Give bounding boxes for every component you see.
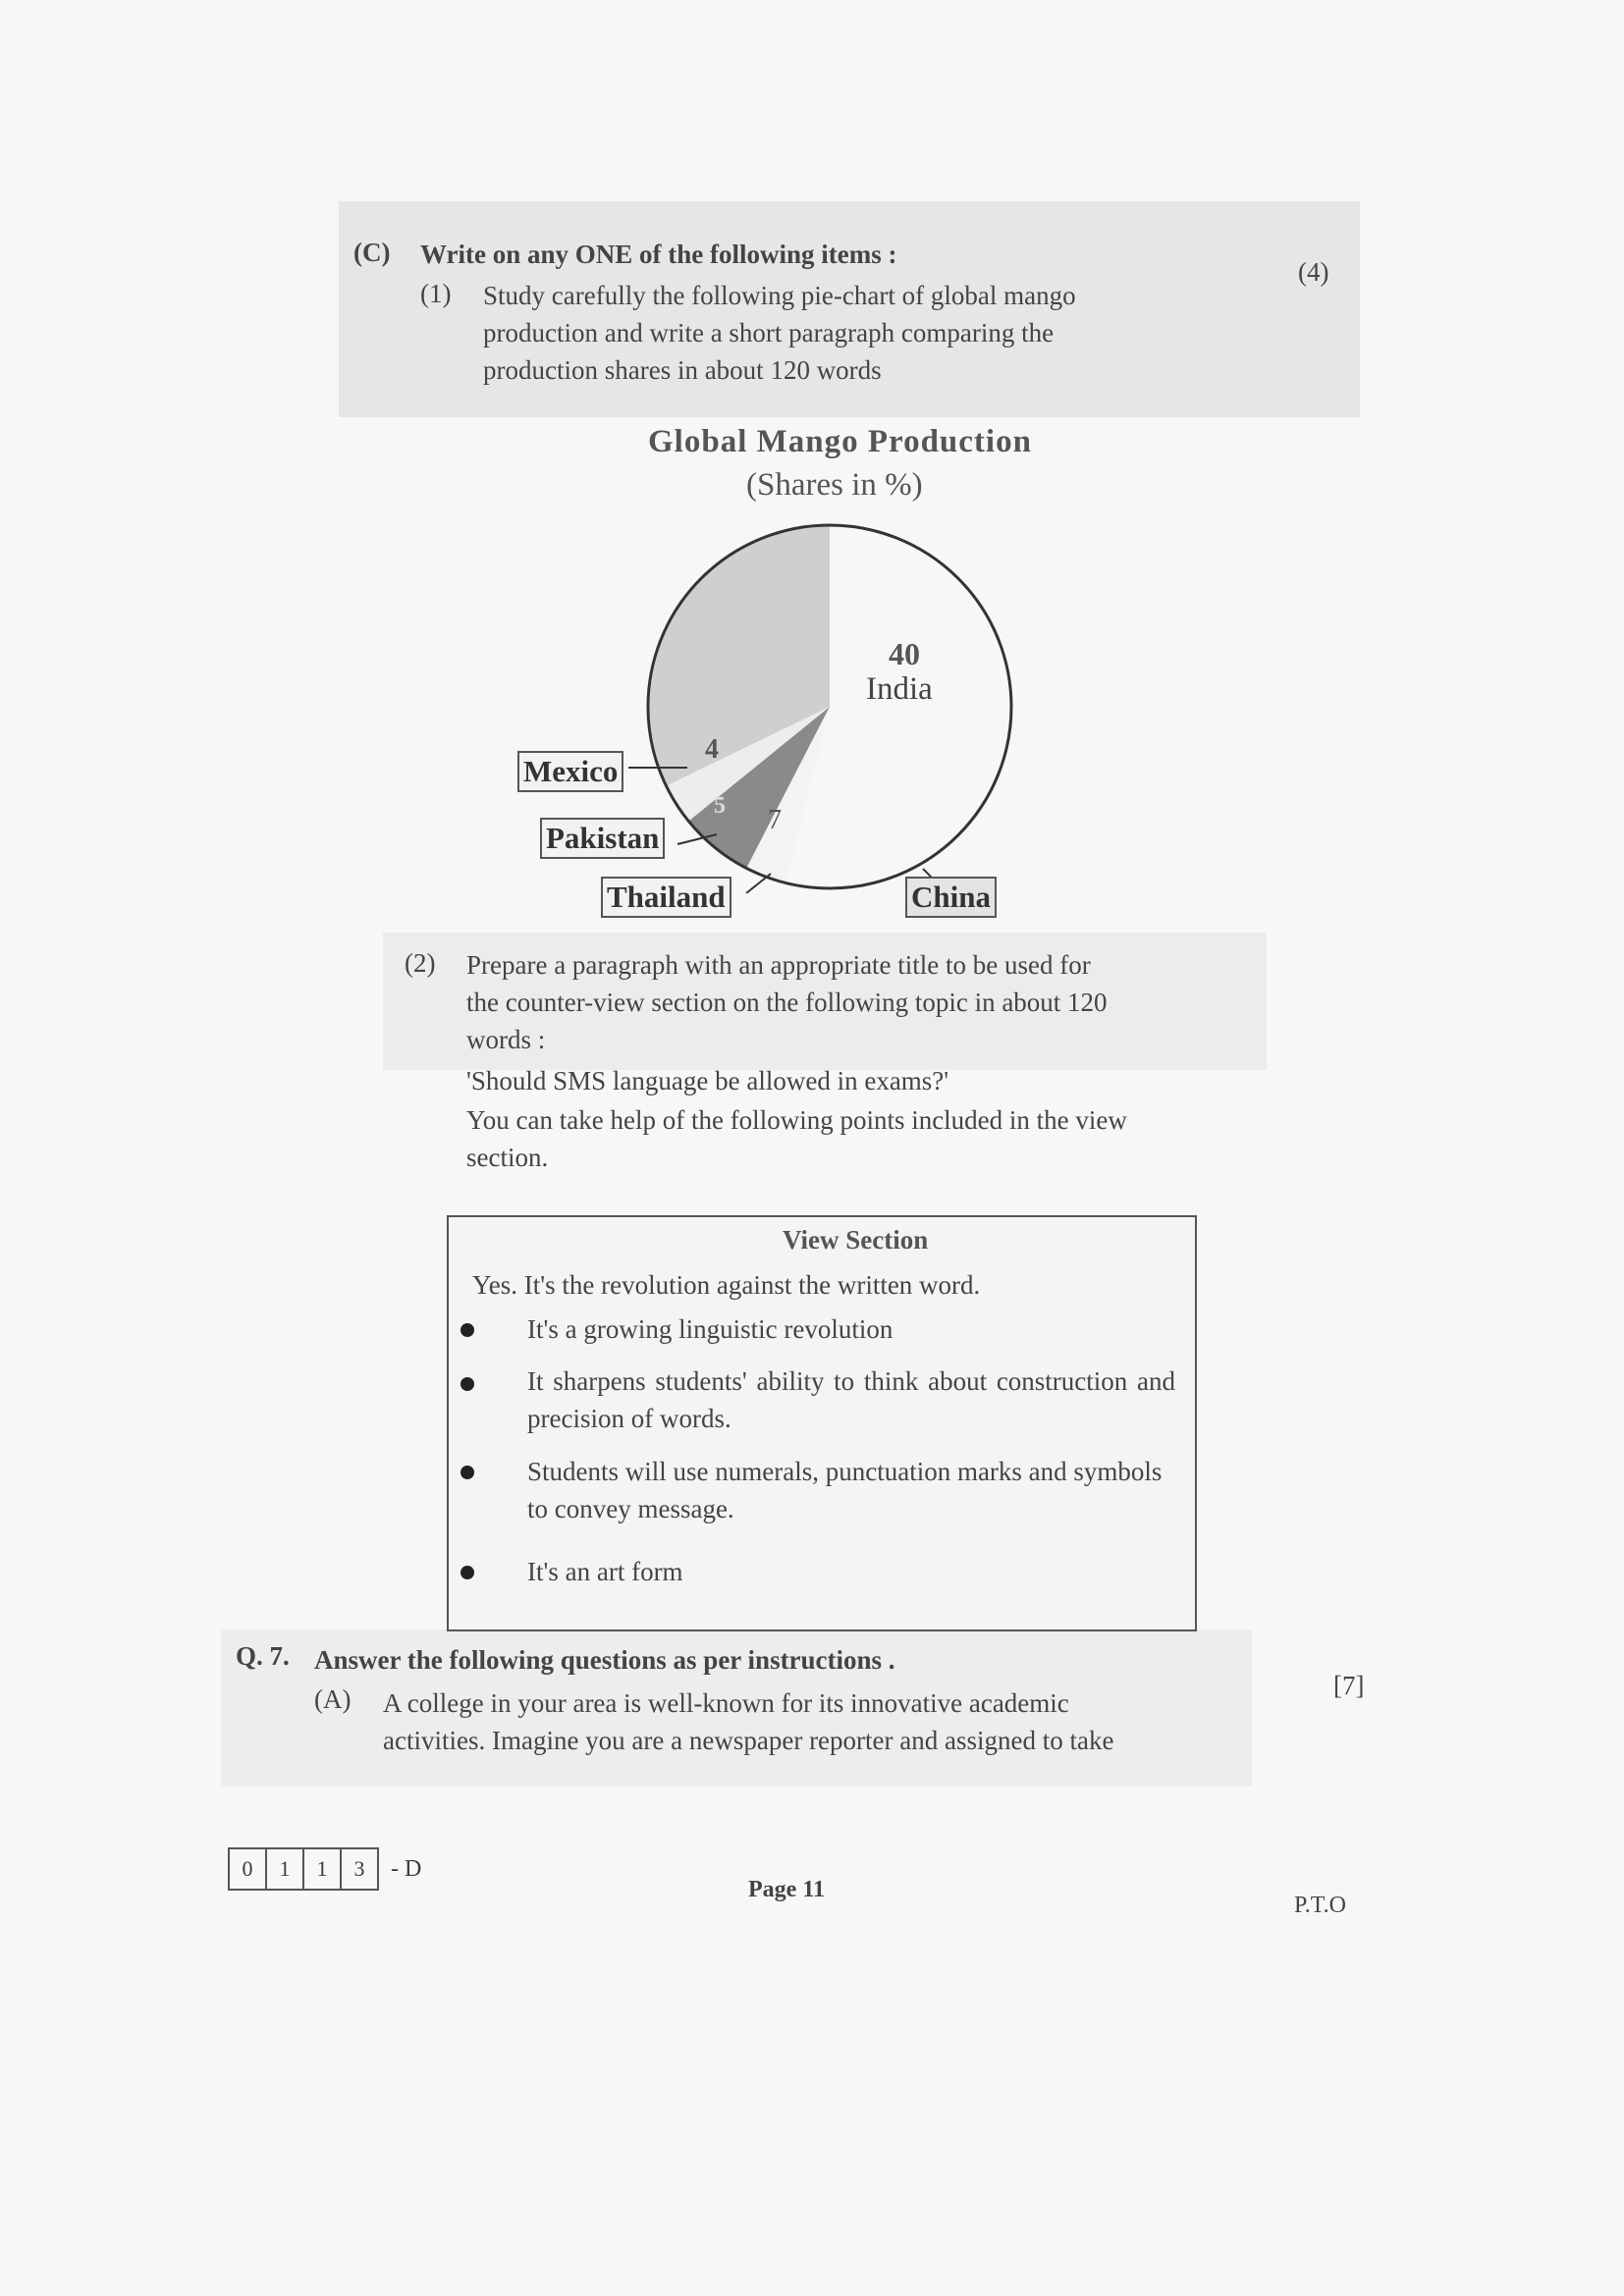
india-value: 40 <box>889 636 920 671</box>
q7-part-a-text <box>383 1684 1247 1759</box>
code-suffix: - D <box>391 1855 422 1882</box>
item1-number: (1) <box>420 279 452 308</box>
pto-label: P.T.O <box>1294 1893 1346 1918</box>
pie-chart <box>628 510 1041 893</box>
bullet-icon <box>460 1323 474 1337</box>
code-digit: 3 <box>340 1847 379 1891</box>
q7-part-a-line: A college in your area is well-known for its innovative academic <box>383 1688 1069 1718</box>
chart-subtitle: (Shares in %) <box>746 467 923 503</box>
q7-part-a-label: (A) <box>314 1684 352 1714</box>
label-mexico: Mexico <box>517 751 623 792</box>
q7-label: Q. 7. <box>236 1641 290 1671</box>
label-thailand: Thailand <box>601 877 731 918</box>
view-point: It's a growing linguistic revolution <box>527 1314 893 1344</box>
q7-part-a-line: activities. Imagine you are a newspaper reporter and assigned to take <box>383 1726 1114 1755</box>
item1-line: production and write a short paragraph comparing the <box>483 318 1055 347</box>
item2-line: words : <box>466 1025 546 1054</box>
label-china: China <box>905 877 997 918</box>
item1-text <box>483 277 1269 389</box>
view-point: It sharpens students' ability to think about construction and precision of words. <box>527 1366 1175 1433</box>
mexico-value: 4 <box>705 734 719 765</box>
india-label: India <box>866 671 933 707</box>
thailand-value: 7 <box>768 805 782 835</box>
q7-heading: Answer the following questions as per instructions . <box>314 1645 895 1675</box>
view-section-box <box>447 1215 1197 1631</box>
item1-line: production shares in about 120 words <box>483 355 882 385</box>
section-c-label: (C) <box>353 238 391 267</box>
item2-number: (2) <box>405 948 436 978</box>
paper-code <box>228 1847 421 1891</box>
view-point: Students will use numerals, punctuation marks and symbols to convey message. <box>527 1457 1163 1523</box>
section-c-heading: Write on any ONE of the following items : <box>420 240 897 269</box>
section-c-marks: (4) <box>1298 257 1329 287</box>
item2-help-line: You can take help of the following points included in the view <box>466 1105 1127 1135</box>
item2-text <box>466 946 1272 1176</box>
view-section-intro: Yes. It's the revolution against the written word. <box>472 1270 981 1300</box>
view-point: It's an art form <box>527 1557 683 1586</box>
bullet-icon <box>460 1466 474 1479</box>
q7-marks: [7] <box>1333 1671 1365 1700</box>
item2-line: Prepare a paragraph with an appropriate title to be used for <box>466 950 1091 980</box>
code-digit: 0 <box>228 1847 267 1891</box>
item2-help-line: section. <box>466 1143 549 1172</box>
label-pakistan: Pakistan <box>540 818 665 859</box>
code-digit: 1 <box>265 1847 304 1891</box>
item2-line: the counter-view section on the following topic in about 120 <box>466 988 1108 1017</box>
page-number: Page 11 <box>748 1877 825 1902</box>
item2-topic: 'Should SMS language be allowed in exams?' <box>466 1066 949 1095</box>
chart-title: Global Mango Production <box>648 424 1032 459</box>
bullet-icon <box>460 1377 474 1391</box>
bullet-icon <box>460 1566 474 1579</box>
pakistan-value: 5 <box>714 793 726 819</box>
item1-line: Study carefully the following pie-chart of global mango <box>483 281 1076 310</box>
code-digit: 1 <box>302 1847 342 1891</box>
view-section-title: View Section <box>783 1225 929 1255</box>
